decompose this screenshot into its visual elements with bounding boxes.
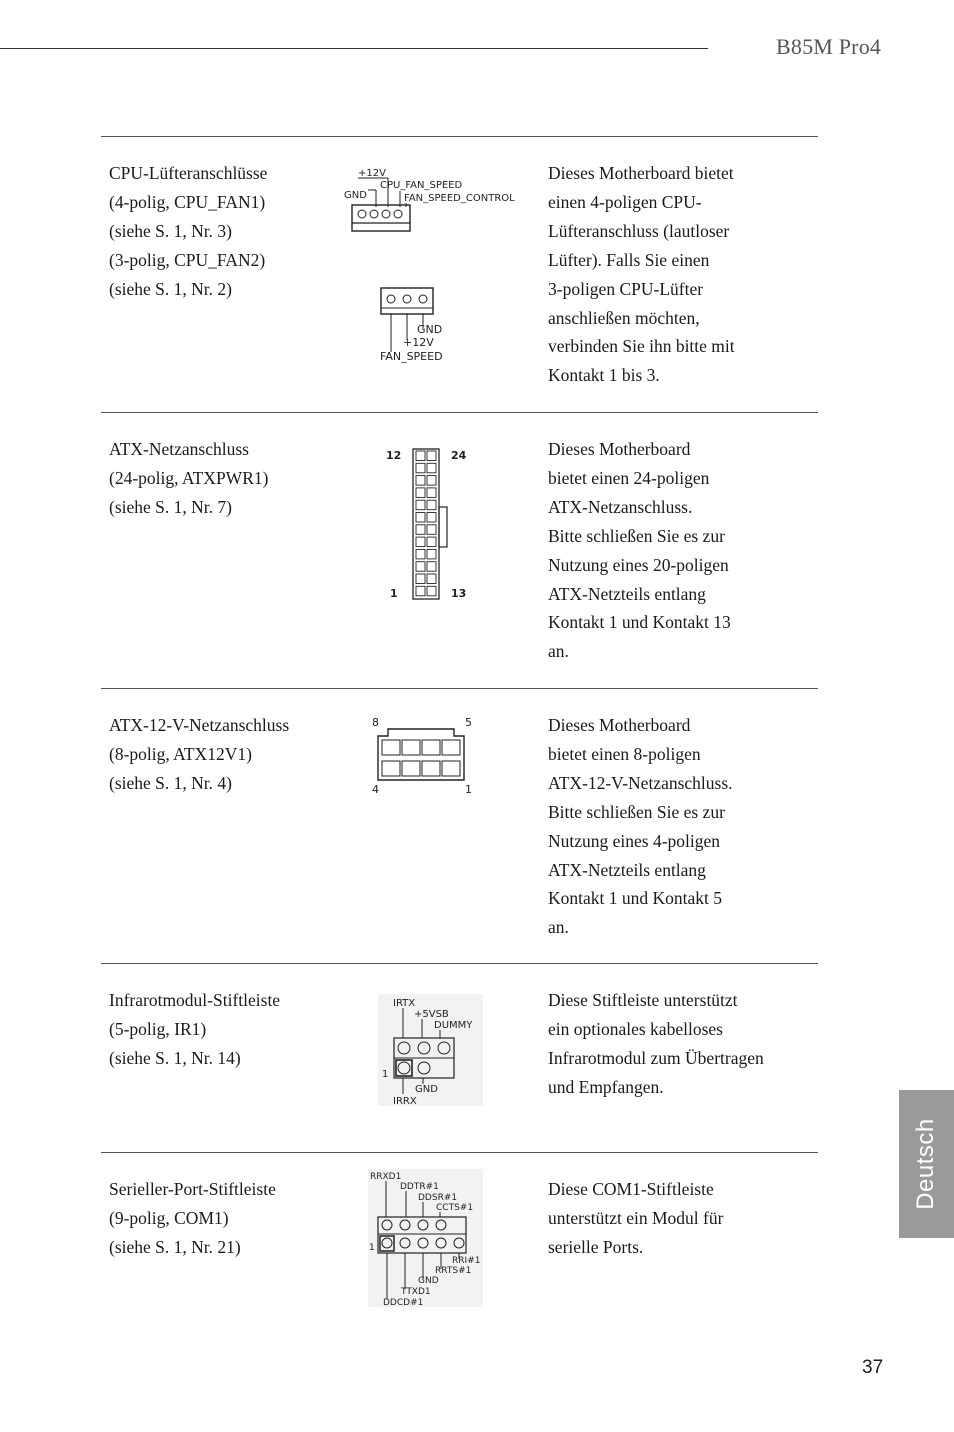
svg-text:1: 1 xyxy=(465,783,472,796)
atx-pin xyxy=(416,586,425,596)
atx-pin xyxy=(427,476,436,486)
svg-text:+12V: +12V xyxy=(358,168,386,179)
atx-power-description-right: Dieses Motherboard bietet einen 24-poligen ATX-Netzanschluss. Bitte schließen Sie es zur Nutzung eines 20-poligen ATX-Netzteils entlang Kontakt 1 und Kontakt 13 an. xyxy=(548,439,731,662)
section-divider xyxy=(101,1152,818,1153)
section-divider xyxy=(101,688,818,689)
svg-text:DUMMY: DUMMY xyxy=(434,1020,473,1031)
ir-header-description-left: Infrarotmodul-Stiftleiste (5-polig, IR1) (siehe S. 1, Nr. 14) xyxy=(109,990,281,1068)
language-tab-label: Deutsch xyxy=(912,1118,939,1210)
model-name: B85M Pro4 xyxy=(776,34,882,59)
language-tab xyxy=(899,1090,954,1238)
atx-power-description-left: ATX-Netzanschluss (24-polig, ATXPWR1) (siehe S. 1, Nr. 7) xyxy=(109,439,269,517)
atx-pin xyxy=(427,549,436,559)
svg-text:5: 5 xyxy=(465,716,472,729)
svg-text:RRTS#1: RRTS#1 xyxy=(435,1266,472,1276)
ir-header-diagram xyxy=(378,994,483,1106)
atx-pin xyxy=(427,500,436,510)
svg-text:FAN_SPEED: FAN_SPEED xyxy=(380,350,443,363)
page-number: 37 xyxy=(862,1357,884,1378)
cpu-fan1-4pin-diagram xyxy=(340,165,530,237)
atx-pin xyxy=(416,451,425,461)
atx-pin xyxy=(416,463,425,473)
atx-pin xyxy=(427,488,436,498)
atx-pin xyxy=(427,586,436,596)
atx-pin-grid xyxy=(416,451,436,596)
atx-pin xyxy=(427,463,436,473)
atx-pin xyxy=(416,500,425,510)
svg-text:13: 13 xyxy=(451,587,467,600)
atx-pin xyxy=(427,525,436,535)
svg-text:CPU_FAN_SPEED: CPU_FAN_SPEED xyxy=(380,180,463,191)
svg-text:GND: GND xyxy=(415,1084,438,1095)
svg-text:+12V: +12V xyxy=(403,336,434,349)
svg-text:IRRX: IRRX xyxy=(393,1096,417,1106)
svg-text:DDSR#1: DDSR#1 xyxy=(418,1193,458,1203)
atx-pin xyxy=(427,537,436,547)
svg-text:IRTX: IRTX xyxy=(393,998,416,1009)
atx-pin xyxy=(416,488,425,498)
svg-text:CCTS#1: CCTS#1 xyxy=(436,1203,474,1213)
svg-text:8: 8 xyxy=(372,716,379,729)
svg-text:RRI#1: RRI#1 xyxy=(452,1256,481,1266)
atx-pin xyxy=(416,562,425,572)
atx-pin xyxy=(416,525,425,535)
svg-text:1: 1 xyxy=(369,1243,375,1253)
atx-pin xyxy=(416,537,425,547)
atx-pin xyxy=(427,513,436,523)
cpu-fan-description-left: CPU-Lüfteranschlüsse (4-polig, CPU_FAN1) (siehe S. 1, Nr. 3) (3-polig, CPU_FAN2) (siehe S. 1, Nr. 2) xyxy=(109,163,268,299)
section-divider xyxy=(101,412,818,413)
section-divider xyxy=(101,963,818,964)
svg-text:+5VSB: +5VSB xyxy=(414,1009,449,1020)
atx-pin xyxy=(427,451,436,461)
svg-text:1: 1 xyxy=(390,587,398,600)
atx12v-8pin-diagram xyxy=(368,712,478,798)
atx-pin xyxy=(427,562,436,572)
atx-24pin-diagram xyxy=(380,445,480,605)
atx-pin xyxy=(427,574,436,584)
svg-text:24: 24 xyxy=(451,449,467,462)
svg-text:DDCD#1: DDCD#1 xyxy=(383,1298,424,1307)
ir-header-description-right: Diese Stiftleiste unterstützt ein optionales kabelloses Infrarotmodul zum Übertragen und Empfangen. xyxy=(548,990,764,1097)
header-rule xyxy=(0,48,708,49)
atx-pin xyxy=(416,476,425,486)
svg-text:GND: GND xyxy=(417,323,443,336)
svg-text:GND: GND xyxy=(344,190,367,201)
svg-text:1: 1 xyxy=(382,1069,389,1080)
cpu-fan2-3pin-diagram xyxy=(372,286,482,366)
svg-text:RRXD1: RRXD1 xyxy=(370,1172,402,1182)
svg-text:12: 12 xyxy=(386,449,402,462)
com-header-description-left: Serieller-Port-Stiftleiste (9-polig, COM1) (siehe S. 1, Nr. 21) xyxy=(109,1179,276,1257)
svg-text:TTXD1: TTXD1 xyxy=(401,1287,431,1297)
atx-pin xyxy=(416,513,425,523)
svg-text:GND: GND xyxy=(418,1276,439,1286)
cpu-fan-description-right: Dieses Motherboard bietet einen 4-poligen CPU- Lüfteranschluss (lautloser Lüfter). Falls Sie einen 3-poligen CPU-Lüfter anschließen möchten, verbinden Sie ihn bitte mit Kontakt 1 bis 3. xyxy=(548,163,735,386)
com-header-description-right: Diese COM1-Stiftleiste unterstützt ein Modul für serielle Ports. xyxy=(548,1179,724,1257)
svg-text:FAN_SPEED_CONTROL: FAN_SPEED_CONTROL xyxy=(404,193,515,204)
atx-pin xyxy=(416,549,425,559)
svg-text:DDTR#1: DDTR#1 xyxy=(400,1182,439,1192)
atx-pin xyxy=(416,574,425,584)
atx12v-description-left: ATX-12-V-Netzanschluss (8-polig, ATX12V1) (siehe S. 1, Nr. 4) xyxy=(109,715,290,793)
atx12v-description-right: Dieses Motherboard bietet einen 8-poligen ATX-12-V-Netzanschluss. Bitte schließen Sie es zur Nutzung eines 4-poligen ATX-Netzteils entlang Kontakt 1 und Kontakt 5 an. xyxy=(548,715,733,938)
com-header-diagram xyxy=(368,1169,483,1307)
section-divider xyxy=(101,136,818,137)
svg-text:4: 4 xyxy=(372,783,379,796)
